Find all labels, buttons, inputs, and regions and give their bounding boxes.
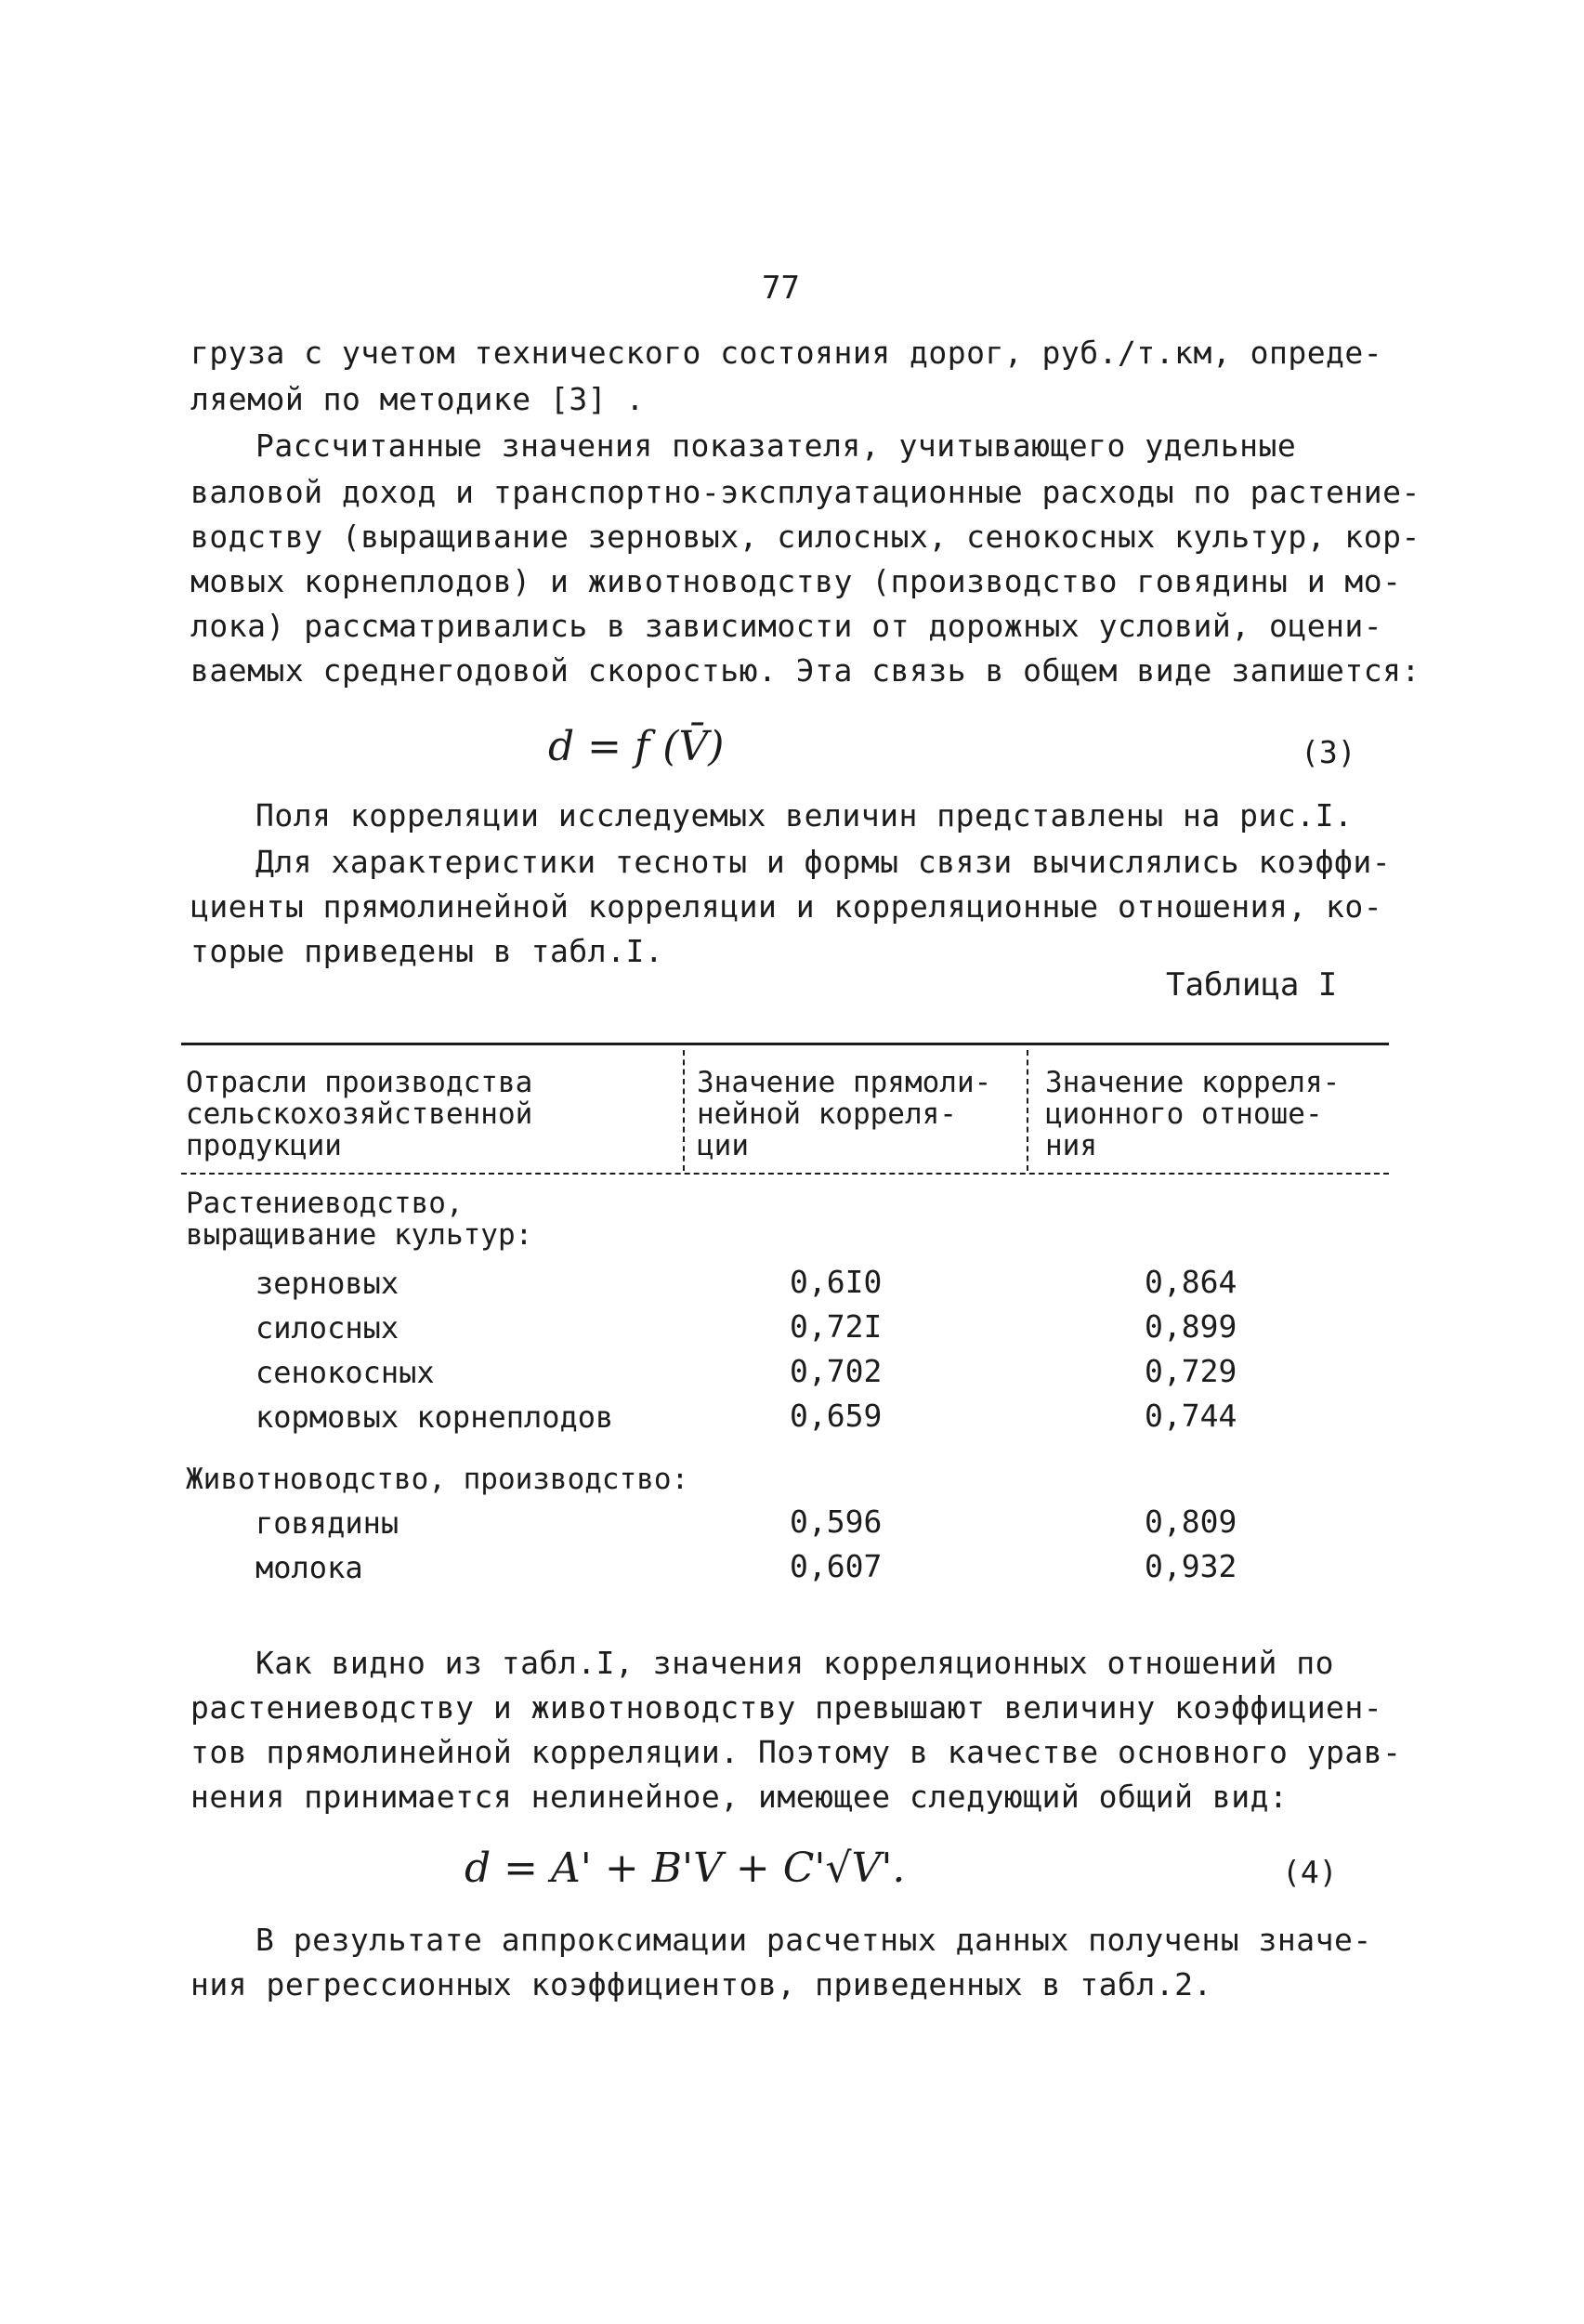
row-label: кормовых корнеплодов <box>255 1399 614 1435</box>
text-line: валовой доход и транспортно-эксплуатационные расходы по растение- <box>190 474 1420 510</box>
correlation-ratio-value: 0,864 <box>1145 1264 1237 1300</box>
group-heading: Животноводство, производство: <box>186 1463 689 1496</box>
text-line: груза с учетом технического состояния дорог, руб./т.км, опреде- <box>190 335 1383 371</box>
row-label: сенокосных <box>255 1355 435 1390</box>
text-line: ляемой по методике [3] . <box>190 381 645 417</box>
linear-correlation-value: 0,596 <box>790 1503 883 1540</box>
correlation-ratio-value: 0,809 <box>1145 1503 1237 1540</box>
correlation-ratio-value: 0,899 <box>1145 1308 1237 1345</box>
row-label: молока <box>255 1550 363 1585</box>
group-heading: Растениеводство, выращивание культур: <box>186 1187 533 1252</box>
formula-4: d = A' + B'V + C'√V'. <box>465 1845 906 1892</box>
table-caption: Таблица I <box>1166 966 1338 1004</box>
table-header-rule <box>181 1173 1389 1175</box>
linear-correlation-value: 0,659 <box>790 1398 883 1434</box>
linear-correlation-value: 0,6I0 <box>790 1264 883 1300</box>
table-header: Значение корреля- ционного отноше- ния <box>1045 1066 1341 1162</box>
table-header: Отрасли производства сельскохозяйственной продукции <box>186 1066 533 1162</box>
text-line: торые приведены в табл.I. <box>190 933 664 969</box>
text-line: ваемых среднегодовой скоростью. Эта связь в общем виде запишется: <box>190 652 1420 689</box>
text-line: Поля корреляции исследуемых величин представлены на рис.I. <box>255 797 1354 834</box>
equation-number: (4) <box>1282 1854 1338 1890</box>
text-line: мовых корнеплодов) и животноводству (производство говядины и мо- <box>190 563 1402 599</box>
column-separator <box>683 1050 685 1171</box>
row-label: зерновых <box>255 1266 399 1301</box>
text-line: Рассчитанные значения показателя, учитывающего удельные <box>255 427 1297 464</box>
linear-correlation-value: 0,702 <box>790 1353 883 1389</box>
text-line: ния регрессионных коэффициентов, приведенных в табл.2. <box>190 1966 1212 2002</box>
text-line: Для характеристики тесноты и формы связи вычислялись коэффи- <box>255 844 1392 880</box>
table-top-rule <box>181 1043 1389 1045</box>
text-line: лока) рассматривались в зависимости от дорожных условий, оцени- <box>190 608 1383 644</box>
linear-correlation-value: 0,607 <box>790 1548 883 1584</box>
formula-3: d = f (V̄) <box>548 723 725 770</box>
correlation-ratio-value: 0,729 <box>1145 1353 1237 1389</box>
text-line: тов прямолинейной корреляции. Поэтому в качестве основного урав- <box>190 1734 1402 1770</box>
equation-number: (3) <box>1301 734 1356 770</box>
table-header: Значение прямоли- нейной корреля- ции <box>697 1066 992 1162</box>
page-number: 77 <box>762 269 800 307</box>
linear-correlation-value: 0,72I <box>790 1308 883 1345</box>
row-label: говядины <box>255 1505 399 1541</box>
text-line: растениеводству и животноводству превышают величину коэффициен- <box>190 1689 1383 1726</box>
correlation-ratio-value: 0,744 <box>1145 1398 1237 1434</box>
text-line: водству (выращивание зерновых, силосных, сенокосных культур, кор- <box>190 519 1420 555</box>
correlation-ratio-value: 0,932 <box>1145 1548 1237 1584</box>
column-separator <box>1027 1050 1028 1171</box>
row-label: силосных <box>255 1310 399 1346</box>
text-line: циенты прямолинейной корреляции и корреляционные отношения, ко- <box>190 888 1383 925</box>
text-line: нения принимается нелинейное, имеющее следующий общий вид: <box>190 1779 1289 1815</box>
text-line: Как видно из табл.I, значения корреляционных отношений по <box>255 1645 1334 1681</box>
text-line: В результате аппроксимации расчетных данных получены значе- <box>255 1922 1372 1958</box>
